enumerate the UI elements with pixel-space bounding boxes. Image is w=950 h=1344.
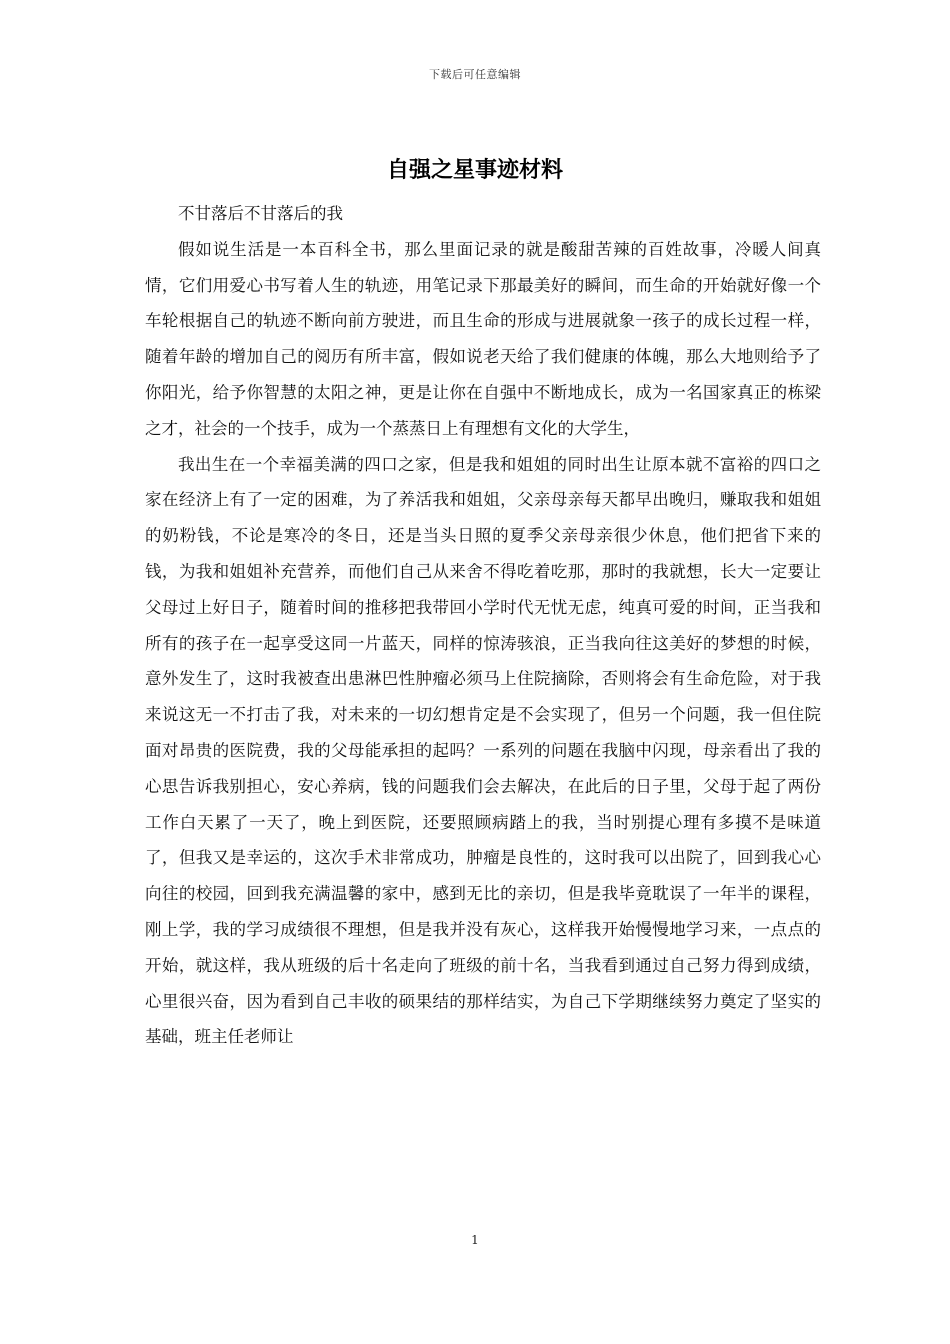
paragraph-intro: 假如说生活是一本百科全书，那么里面记录的就是酸甜苦辣的百姓故事，冷暖人间真情，它们用爱心书写着人生的轨迹，用笔记录下那最美好的瞬间，而生命的开始就好像一个车轮根据自己的轨迹不断向前方驶进，而且生命的形成与进展就象一孩子的成长过程一样，随着年龄的增加自己的阅历有所丰富，假如说老天给了我们健康的体魄，那么大地则给予了你阳光，给予你智慧的太阳之神，更是让你在自强中不断地成长，成为一名国家真正的栋梁之才，社会的一个技手，成为一个蒸蒸日上有理想有文化的大学生， [145,239,821,438]
page-number: 1 [471,1233,479,1247]
document-body [145,196,821,1055]
document-title: 自强之星事迹材料 [386,157,563,183]
paragraph-story: 我出生在一个幸福美满的四口之家，但是我和姐姐的同时出生让原本就不富裕的四口之家在经济上有了一定的困难，为了养活我和姐姐，父亲母亲每天都早出晚归，赚取我和姐姐的奶粉钱，不论是寒冷的冬日，还是当头日照的夏季父亲母亲很少休息，他们把省下来的钱，为我和姐姐补充营养，而他们自己从来舍不得吃着吃那，那时的我就想，长大一定要让父母过上好日子，随着时间的推移把我带回小学时代无忧无虑，纯真可爱的时间，正当我和所有的孩子在一起享受这同一片蓝天，同样的惊涛骇浪，正当我向往这美好的梦想的时候，意外发生了，这时我被查出患淋巴性肿瘤必须马上住院摘除，否则将会有生命危险，对于我来说这无一不打击了我，对未来的一切幻想肯定是不会实现了，但另一个问题，我一但住院面对昂贵的医院费，我的父母能承担的起吗？一系列的问题在我脑中闪现，母亲看出了我的心思告诉我别担心，安心养病，钱的问题我们会去解决，在此后的日子里，父母于起了两份工作白天累了一天了，晚上到医院，还要照顾病踏上的我，当时别提心理有多摸不是味道了，但我又是幸运的，这次手术非常成功，肿瘤是良性的，这时我可以出院了，回到我心心向往的校园，回到我充满温馨的家中，感到无比的亲切，但是我毕竟耽误了一年半的课程，刚上学，我的学习成绩很不理想，但是我并没有灰心，这样我开始慢慢地学习来，一点点的开始，就这样，我从班级的后十名走向了班级的前十名，当我看到通过自己努力得到成绩，心里很兴奋，因为看到自己丰收的硕果结的那样结实，为自己下学期继续努力奠定了坚实的基础，班主任老师让 [145,454,821,1047]
header-note: 下载后可任意编辑 [429,68,521,81]
document-subtitle: 不甘落后不甘落后的我 [178,204,343,223]
